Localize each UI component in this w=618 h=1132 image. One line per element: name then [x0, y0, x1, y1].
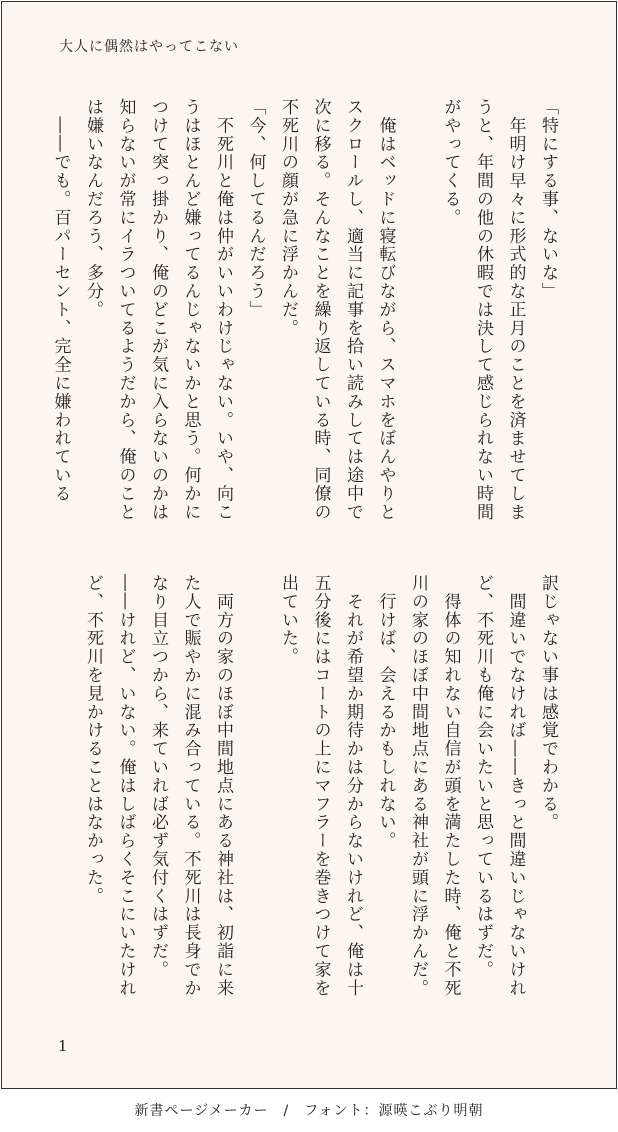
paragraph: それが希望か期待かは分からないけれど、俺は十五分後にはコートの上にマフラーを巻きつけて家を出ていた。	[278, 574, 363, 998]
text-block-bottom	[64, 574, 564, 1014]
book-title: 大人に偶然はやってこない	[59, 39, 239, 55]
paragraph: 両方の家のほぼ中間地点にある神社は、初詣に来た人で賑やかに混み合っている。不死川は長身でかなり目立つから、来ていれば必ず気付くはずだ。――けれど、いない。俺はしばらくそこにいたけれど、不死川を見かけることはなかった。	[83, 574, 233, 998]
novel-page	[1, 1, 617, 1089]
paragraph: 間違いでなければ――きっと間違いじゃないけれど、不死川も俺に会いたいと思っているはずだ。	[473, 574, 526, 998]
paragraph: 年明け早々に形式的な正月のことを済ませてしまうと、年間の他の休暇では決して感じられない時間がやってくる。	[440, 98, 526, 522]
paragraph: 行けば、会えるかもしれない。	[375, 574, 396, 850]
paragraph: 俺はベッドに寝転びながら、スマホをぼんやりとスクロールし、適当に記事を拾い読みしては途中で次に移る。そんなことを繰り返している時、同僚の不死川の顔が急に浮かんだ。	[278, 98, 396, 522]
paragraph-blank	[402, 98, 435, 538]
paragraph: ――でも。百パーセント、完全に嫌われている	[50, 98, 71, 503]
footer-credit: 新書ページメーカー / フォント：源暎こぶり明朝	[134, 1103, 484, 1119]
paragraph-blank	[239, 574, 272, 1014]
paragraph: 訳じゃない事は感覚でわかる。	[538, 574, 558, 832]
page-number: 1	[58, 1037, 68, 1055]
paragraph: 不死川と俺は仲がいいわけじゃない。いや、向こうはほとんど嫌ってるんじゃないかと思う。何かにつけて突っ掛かり、俺のどこが気に入らないのかは知らないが常にイラついてるようだから、俺のことは嫌いなんだろう、多分。	[83, 98, 233, 522]
paragraph: 得体の知れない自信が頭を満たした時、俺と不死川の家のほぼ中間地点にある神社が頭に浮かんだ。	[408, 574, 461, 998]
paragraph: 「今、何してるんだろう」	[245, 98, 266, 319]
text-block-top	[50, 98, 564, 538]
paragraph: 「特にする事、ないな」	[538, 98, 558, 301]
